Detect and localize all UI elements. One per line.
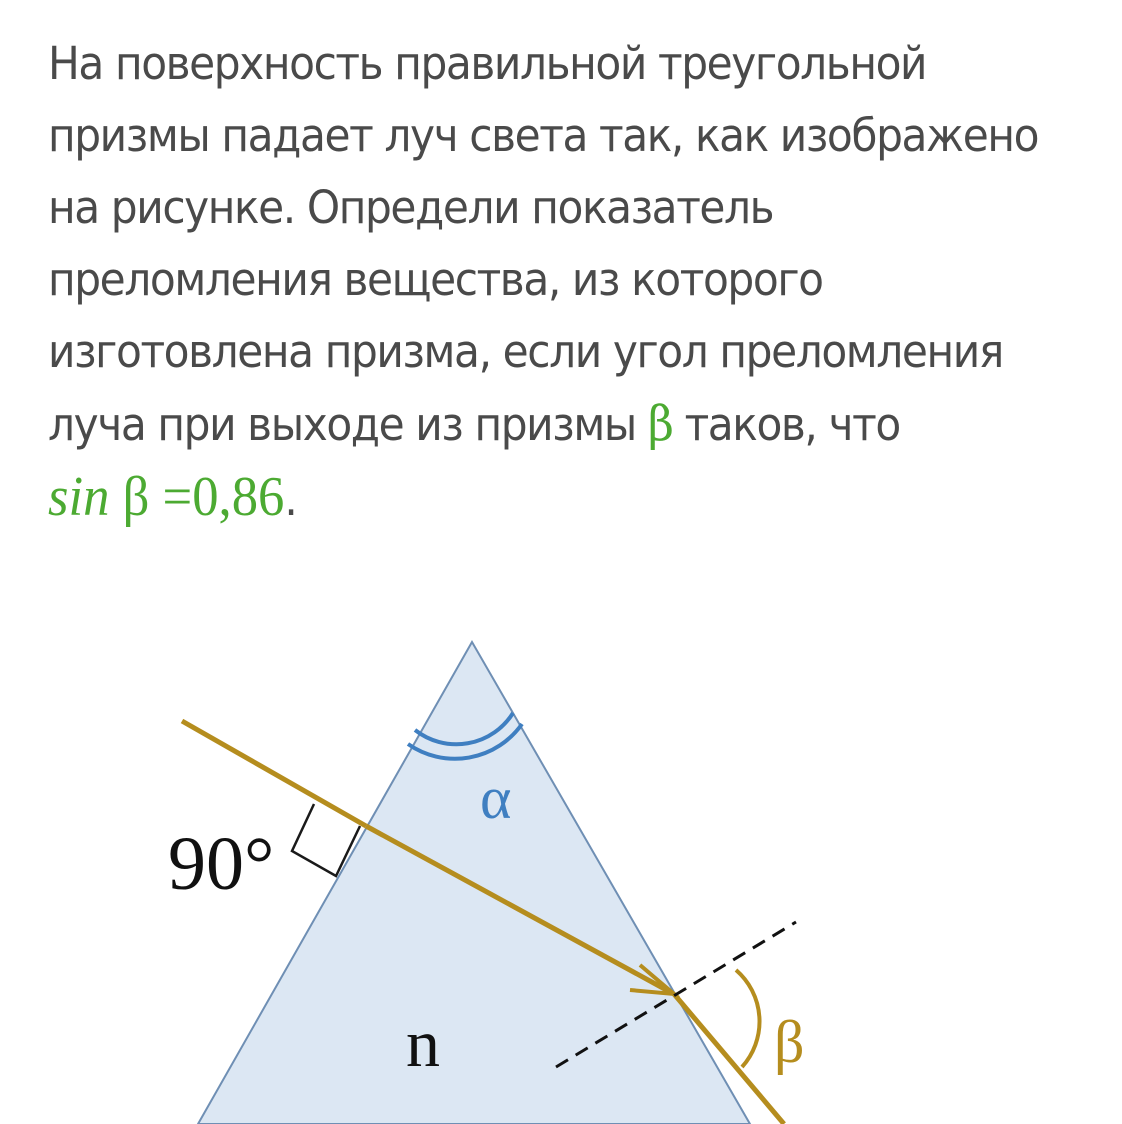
problem-line-6-start: луча при выходе из призмы [48,398,648,451]
right-angle-label: 90° [168,822,275,906]
beta-angle-arc [736,970,760,1067]
problem-line-2: призмы падает луч света так, как изображено [48,109,1039,162]
formula-sin: sin [48,466,110,528]
refractive-index-label: n [406,1005,440,1081]
problem-line-1: На поверхность правильной треугольной [48,37,927,90]
formula-beta: β [122,466,150,528]
formula-period: . [284,473,297,526]
formula-value: =0,86 [162,466,285,528]
problem-line-4: преломления вещества, из которого [48,253,823,306]
alpha-label: α [480,765,512,831]
problem-line-3: на рисунке. Определи показатель [48,181,774,234]
problem-line-6-end: таков, что [672,398,900,451]
incident-ray [182,721,366,826]
problem-line-5: изготовлена призма, если угол преломления [48,325,1003,378]
beta-symbol-inline: β [647,396,673,452]
beta-label: β [774,1009,805,1075]
